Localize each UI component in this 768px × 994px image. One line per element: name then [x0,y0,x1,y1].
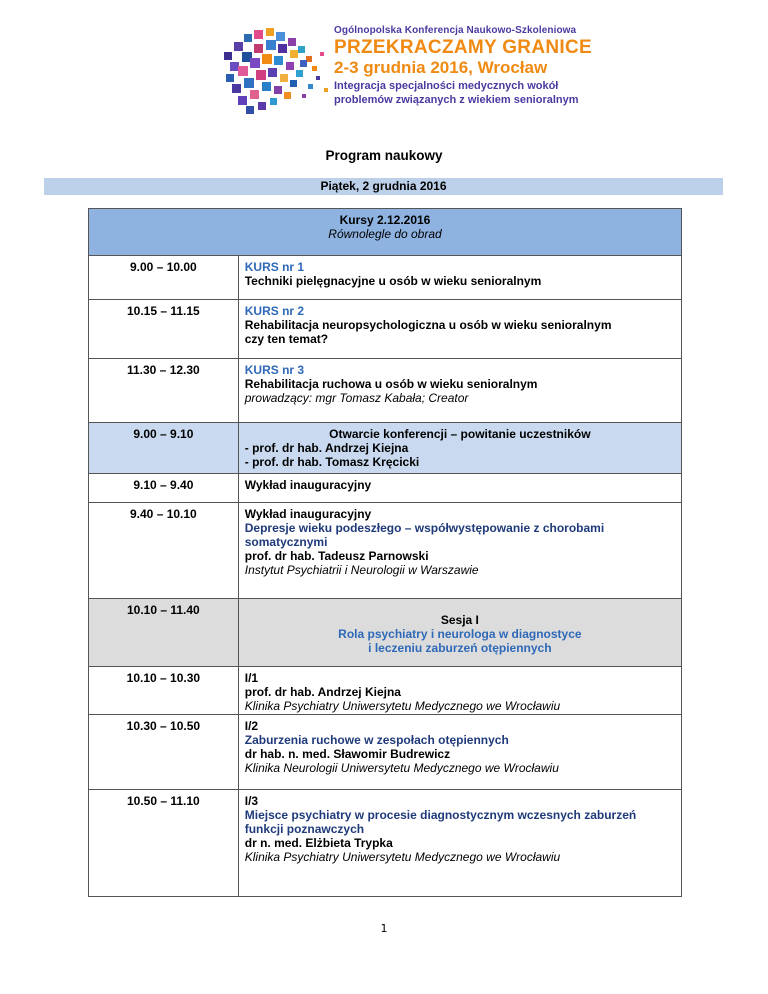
talk-topic: Miejsce psychiatry w procesie diagnostycznym wczesnych zaburzeń funkcji poznawczych [244,808,637,836]
courses-header [89,209,682,256]
lecture-title: Wykład inauguracyjny [244,507,372,521]
content-cell [238,256,681,300]
course-topic-note: czy ten temat? [244,332,329,346]
time-cell: 10.50 – 11.10 [89,790,239,897]
content-cell [238,667,681,715]
lecture-institution: Instytut Psychiatrii i Neurologii w Warszawie [244,563,479,577]
talk-speaker: dr hab. n. med. Sławomir Budrewicz [244,747,451,761]
content-cell [238,474,681,503]
program-table [88,208,682,897]
logo-subtitle-1: Integracja specjalności medycznych wokół [334,80,559,92]
mosaic-head-icon [216,22,334,122]
content-cell [238,359,681,423]
table-row [89,359,682,423]
opening-person: - prof. dr hab. Tomasz Kręcicki [244,455,420,469]
logo-organizer: Ogólnopolska Konferencja Naukowo-Szkoleniowa [334,25,577,36]
page-number: 1 [380,922,388,935]
time-cell: 9.10 – 9.40 [89,474,239,503]
table-row [89,256,682,300]
conference-logo [216,22,592,126]
logo-date: 2-3 grudnia 2016, Wrocław [334,58,548,77]
talk-speaker: dr n. med. Elżbieta Trypka [244,836,393,850]
content-cell [238,599,681,667]
time-cell: 10.15 – 11.15 [89,300,239,359]
talk-institution: Klinika Psychiatry Uniwersytetu Medycznego we Wrocławiu [244,699,561,713]
content-cell [238,300,681,359]
time-cell: 10.10 – 11.40 [89,599,239,667]
lecture-speaker: prof. dr hab. Tadeusz Parnowski [244,549,429,563]
talk-institution: Klinika Neurologii Uniwersytetu Medycznego we Wrocławiu [244,761,559,775]
logo-subtitle-2: problemów związanych z wiekiem senioralnym [334,94,579,106]
opening-person: - prof. dr hab. Andrzej Kiejna [244,441,409,455]
course-topic: Rehabilitacja neuropsychologiczna u osób w wieku senioralnym [244,318,612,332]
content-cell [238,423,681,474]
content-cell [238,790,681,897]
table-row [89,790,682,897]
table-row [89,423,682,474]
content-cell [238,503,681,599]
session-topic: i leczeniu zaburzeń otępiennych [368,641,552,655]
course-label: KURS nr 1 [244,260,305,274]
course-label: KURS nr 3 [244,363,305,377]
course-lead: prowadzący: mgr Tomasz Kabała; Creator [244,391,469,405]
table-row [89,715,682,790]
lecture-title: Wykład inauguracyjny [244,478,372,492]
talk-speaker: prof. dr hab. Andrzej Kiejna [244,685,401,699]
logo-text [334,22,592,107]
session-topic: Rola psychiatry i neurologa w diagnostyce [338,627,582,641]
time-cell: 9.40 – 10.10 [89,503,239,599]
talk-number: I/2 [244,719,259,733]
time-cell: 10.30 – 10.50 [89,715,239,790]
course-label: KURS nr 2 [244,304,305,318]
courses-header-row [89,209,682,256]
page-title: Program naukowy [325,148,443,163]
courses-title: Kursy 2.12.2016 [339,213,431,227]
courses-subtitle: Równolegle do obrad [328,227,442,241]
logo-title: PRZEKRACZAMY GRANICE [334,37,592,58]
time-cell: 9.00 – 9.10 [89,423,239,474]
time-cell: 11.30 – 12.30 [89,359,239,423]
time-cell: 10.10 – 10.30 [89,667,239,715]
lecture-topic: Depresje wieku podeszłego – współwystępowanie z chorobami somatycznymi [244,521,605,549]
talk-number: I/1 [244,671,259,685]
opening-title: Otwarcie konferencji – powitanie uczestników [329,427,591,441]
table-row [89,667,682,715]
time-cell: 9.00 – 10.00 [89,256,239,300]
day-header: Piątek, 2 grudnia 2016 [44,178,723,195]
table-row [89,300,682,359]
course-topic: Techniki pielęgnacyjne u osób w wieku senioralnym [244,274,542,288]
session-row [89,599,682,667]
talk-institution: Klinika Psychiatry Uniwersytetu Medycznego we Wrocławiu [244,850,561,864]
content-cell [238,715,681,790]
course-topic: Rehabilitacja ruchowa u osób w wieku senioralnym [244,377,538,391]
talk-topic: Zaburzenia ruchowe w zespołach otępiennych [244,733,509,747]
talk-number: I/3 [244,794,259,808]
table-row [89,503,682,599]
session-title: Sesja I [440,613,479,627]
table-row [89,474,682,503]
